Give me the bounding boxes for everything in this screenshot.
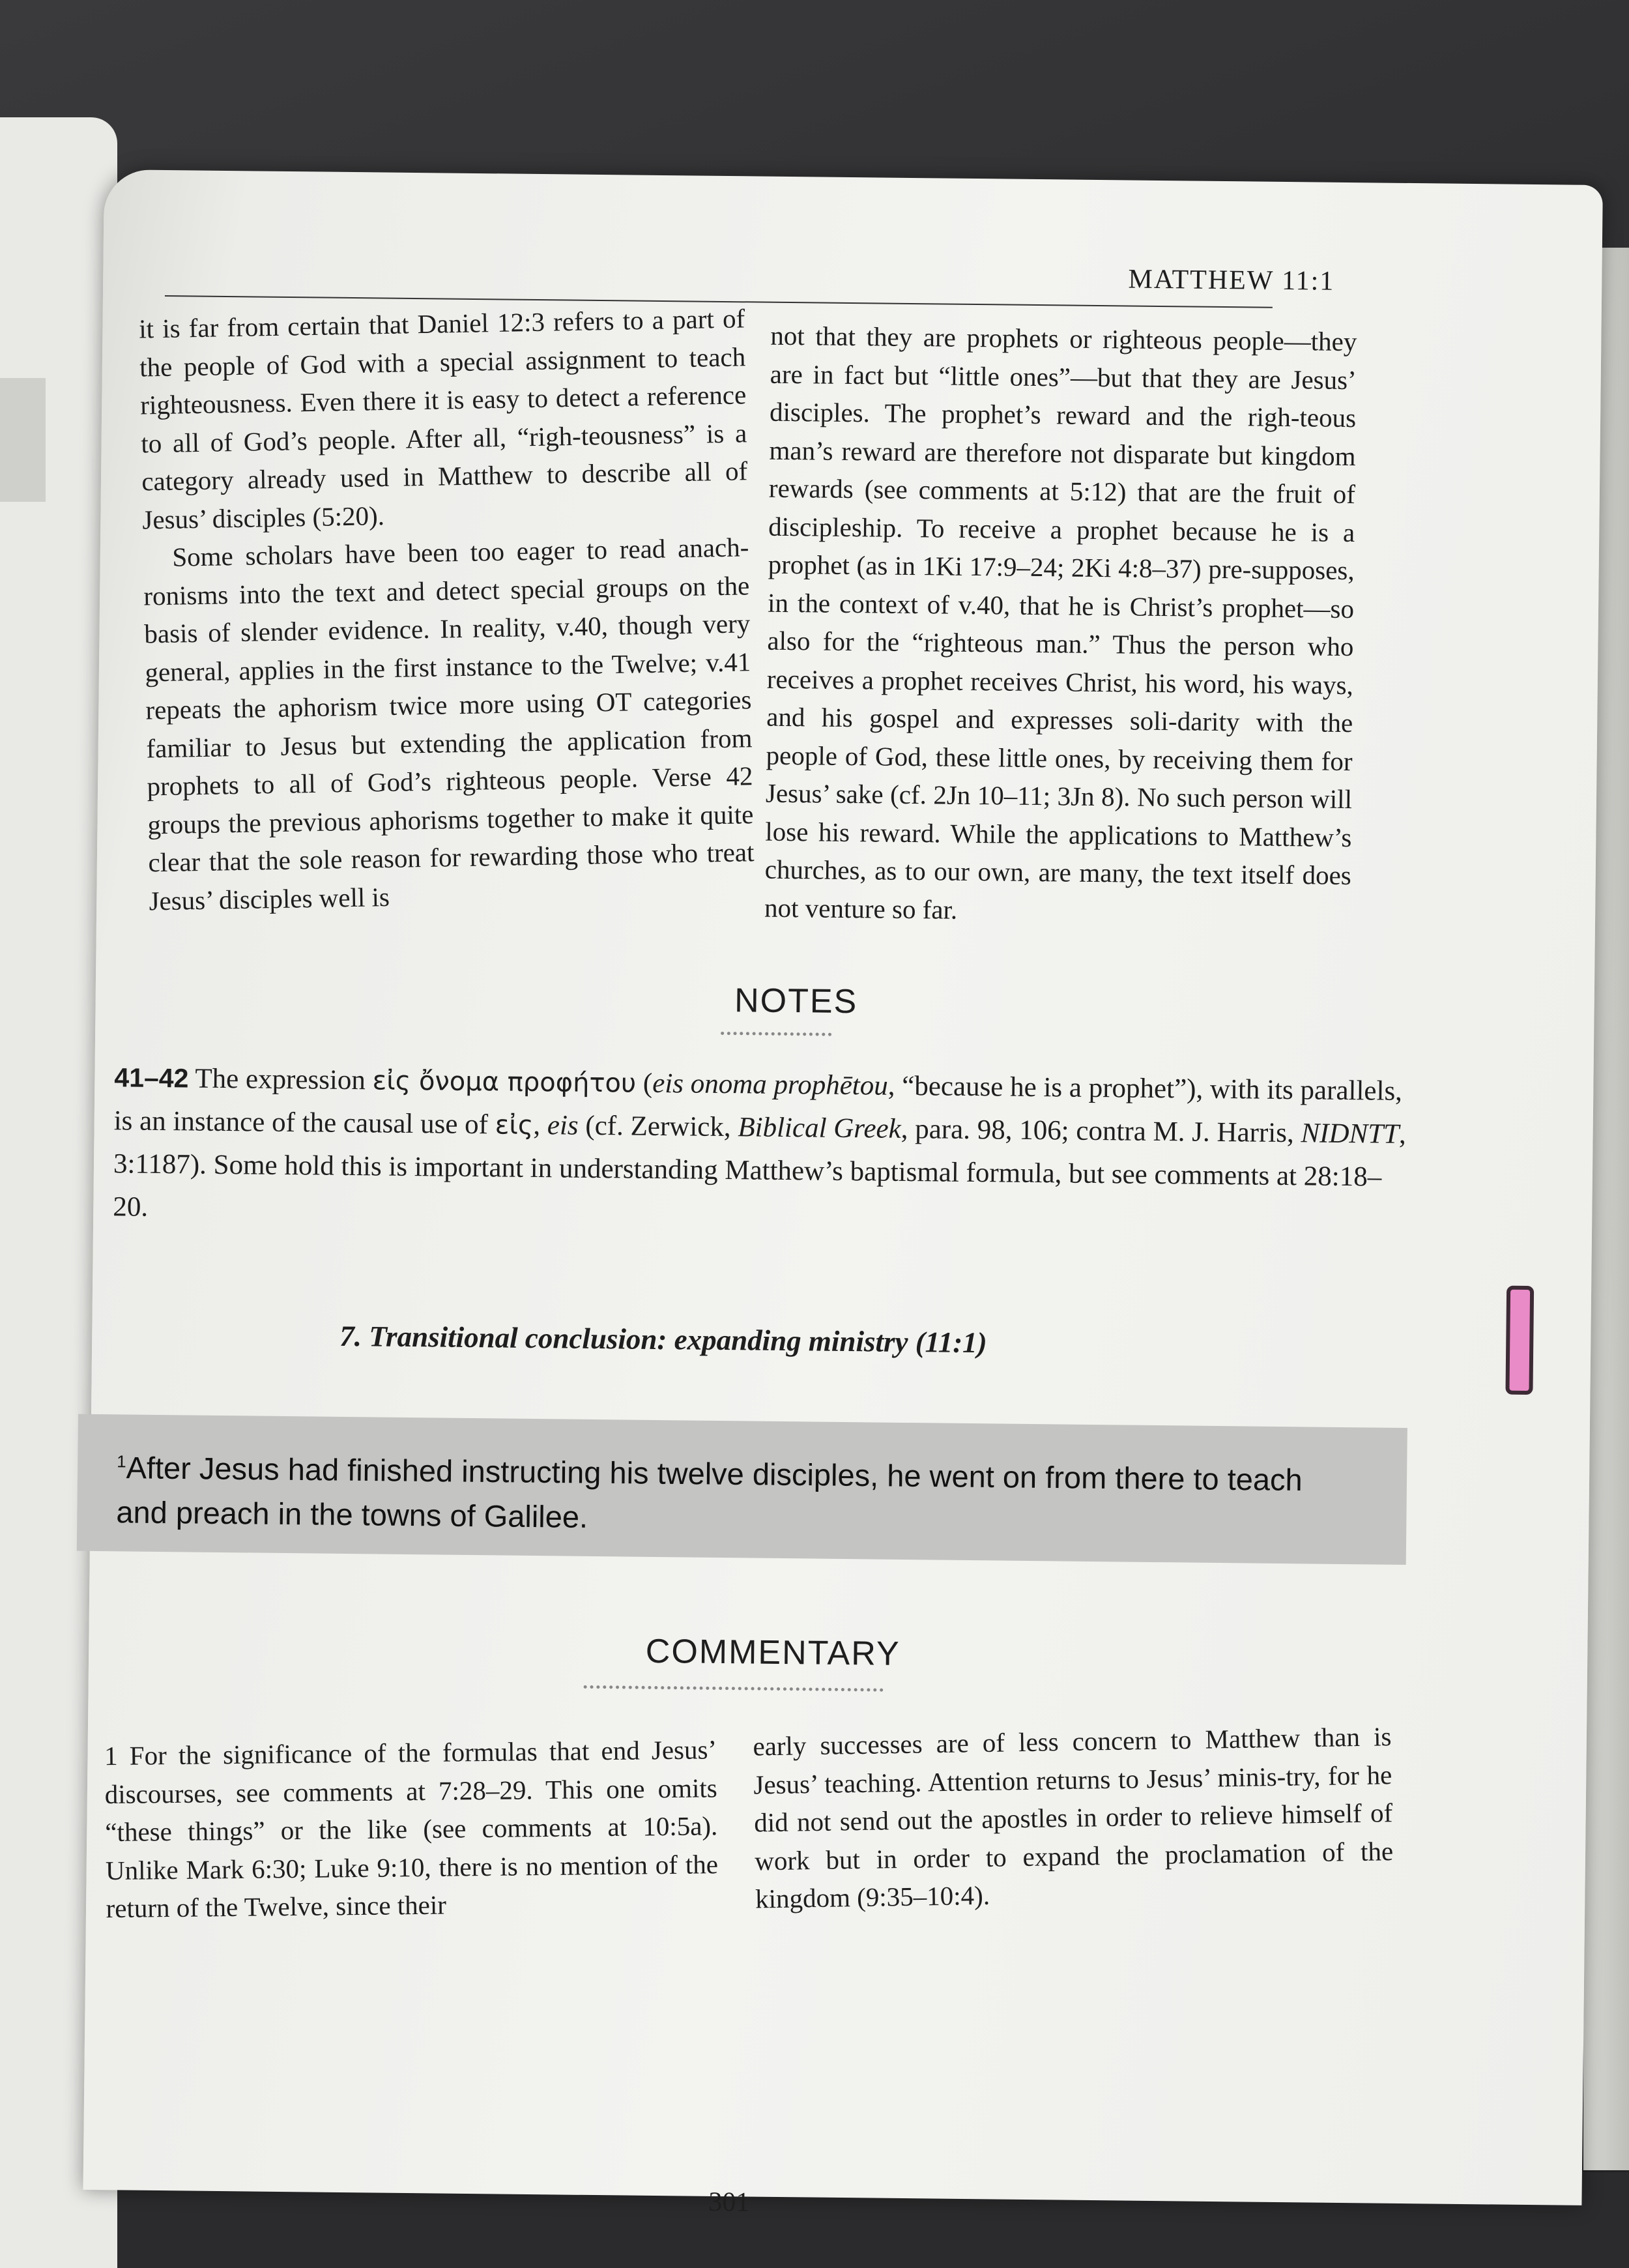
note-text: The expression	[195, 1063, 366, 1096]
scripture-box	[77, 1414, 1407, 1565]
section-heading: 7. Transitional conclusion: expanding ministry (11:1)	[339, 1319, 987, 1359]
commentary-heading: COMMENTARY	[645, 1632, 901, 1673]
commentary-left-column	[104, 1730, 719, 1927]
greek-word: εἰς	[495, 1110, 534, 1141]
page-number: 301	[708, 2187, 750, 2218]
right-column	[764, 317, 1357, 933]
transliteration: eis onoma prophētou	[652, 1068, 888, 1101]
note-41-42: 41–42 The expression εἰς ὄνομα προφήτου (eis onoma prophētou, “because he is a prophet”), with its parallels, is an instance of the causal use of εἰς, eis (cf. Zerwick, Biblical Greek, para. 98, 106; contra M. J. Harris, NIDNTT, 3:1187). Some hold this is important in understanding Matthew’s baptismal formula, but see comments at 28:18–20.	[113, 1062, 1407, 1223]
paragraph: early successes are of less concern to Matthew than is Jesus’ teaching. Attention returns to Jesus’ minis-try, for he did not send out the apostles in order to relieve himself of work but in order to expand the proclamation of the kingdom (9:35–10:4).	[753, 1721, 1394, 1914]
notes-dotted-rule	[721, 1032, 831, 1036]
commentary-dotted-rule	[584, 1685, 884, 1692]
note-text: , “because he is a prophet”), with its parallels, is an instance of the causal use of	[113, 1070, 1403, 1141]
note-text: (cf. Zerwick,	[585, 1110, 731, 1143]
scripture-text	[116, 1439, 1355, 1547]
note-text: , 3:1187). Some hold this is important in understanding Matthew’s baptismal formula, but see comments at 28:18–20.	[113, 1118, 1407, 1223]
book-title: Biblical Greek	[738, 1112, 901, 1144]
note-reference: 41–42	[114, 1062, 189, 1094]
notes-heading: NOTES	[734, 981, 858, 1021]
paragraph: it is far from certain that Daniel 12:3 refers to a part of the people of God with a special assignment to teach righteousness. Even there it is easy to detect a reference to all of God’s people. After all, “righ-teousness” is a category already used in Matthew to describe all of Jesus’ disciples (5:20).	[138, 303, 748, 535]
verse-text: After Jesus had finished instructing his twelve disciples, he went on from there to teach and preach in the towns of Galilee.	[116, 1450, 1303, 1534]
greek-phrase: εἰς ὄνομα προφήτου	[372, 1066, 637, 1099]
note-text: , para. 98, 106; contra M. J. Harris,	[901, 1113, 1295, 1149]
page-tab-marker[interactable]	[1505, 1286, 1534, 1395]
commentary-right-column	[753, 1717, 1394, 1918]
book-page	[83, 169, 1603, 2218]
transliteration: eis	[547, 1110, 579, 1141]
book-title: NIDNTT	[1301, 1118, 1400, 1150]
left-page-tab	[0, 378, 46, 502]
verse-number: 1	[117, 1451, 126, 1472]
paragraph: Some scholars have been too eager to read anach-ronisms into the text and detect special groups on the basis of slender evidence. In reality, v.40, though very general, applies in the first instance to the Twelve; v.41 repeats the aphorism twice more using OT categories familiar to Jesus but extending the application from prophets to all of God’s righteous people. Verse 42 groups the previous aphorisms together to make it quite clear that the sole reason for rewarding those who treat Jesus’ disciples well is	[143, 532, 755, 916]
paragraph: not that they are prophets or righteous people—they are in fact but “little ones”—but that they are Jesus’ disciples. The prophet’s reward and the righ-teous man’s reward are therefore not disparate but kingdom rewards (see comments at 5:12) that are the fruit of discipleship. To receive a prophet because he is a prophet (as in 1Ki 17:9–24; 2Ki 4:8–37) pre-supposes, in the context of v.40, that he is Christ’s prophet—so also for the “righteous man.” Thus the person who receives a prophet receives Christ, his word, his ways, and his gospel and expresses soli-darity with the people of God, these little ones, by receiving them for Jesus’ sake (cf. 2Jn 10–11; 3Jn 8). No such person will lose his reward. While the applications to Matthew’s churches, as to our own, are many, the text itself does not venture so far.	[764, 320, 1357, 925]
left-column	[139, 299, 755, 920]
paragraph: 1 For the significance of the formulas that end Jesus’ discourses, see comments at 7:28–29. This one omits “these things” or the like (see comments at 10:5a). Unlike Mark 6:30; Luke 9:10, there is no mention of the return of the Twelve, since their	[104, 1734, 719, 1924]
running-head: MATTHEW 11:1	[1128, 264, 1335, 297]
